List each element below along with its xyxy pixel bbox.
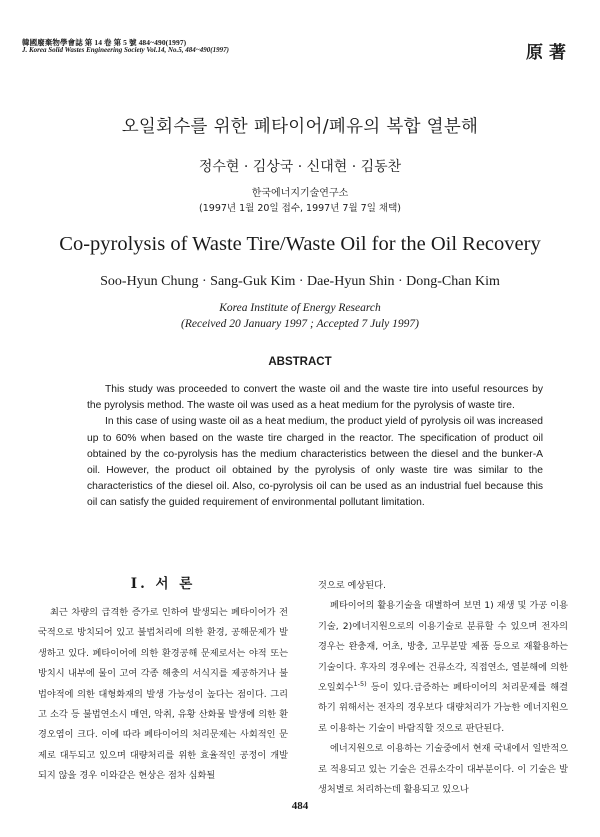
journal-header-english: J. Korea Solid Wastes Engineering Society Vol.14, No.5, 484~490(1997) <box>22 46 229 54</box>
body-text: 폐타이어의 활용기술을 대별하여 보면 1) 재생 및 가공 이용기술, 2)에너지원으로의 이용기술로 분류할 수 있으며 전자의 경우는 완충재, 어초, 방충, 고무분말 제품 등으로 재활용하는 기술이다. 후자의 경우에는 건류소각, 직접연소, 열분해에 의한 오일회수 <box>318 600 568 694</box>
citation-reference: 1-5) <box>353 679 367 688</box>
abstract-paragraph: In this case of using waste oil as a heat medium, the product yield of pyrolysis oil was increased up to 60% when based on the waste tire charged in the reactor. The specification of product oil obtained by the co-pyrolysis has the medium characteristics between the diesel and the bunker-A oil. However, the product oil obtained by the pyrolysis of only waste tire was similar to the characteristics of the diesel oil. Also, co-pyrolysis oil can be used as an industrial fuel because this oil can satisfy the guided requirement of environmental pollutant limitation. <box>87 416 543 509</box>
journal-header-korean: 韓國廢棄物學會誌 第 14 卷 第 5 號 484~490(1997) <box>22 38 187 47</box>
received-korean: (1997년 1월 20일 접수, 1997년 7월 7일 채택) <box>199 203 401 214</box>
body-column-left <box>38 603 288 787</box>
institute-english: Korea Institute of Energy Research <box>219 302 381 314</box>
title-korean: 오일회수를 위한 폐타이어/폐유의 복합 열분해 <box>121 117 479 137</box>
body-paragraph: 최근 차량의 급격한 증가로 인하여 발생되는 폐타이어가 전국적으로 방치되어 있고 불법처리에 의한 환경, 공해문제가 발생하고 있다. 폐타이어에 의한 환경공해 문제로서는 야적 또는 방치시 내부에 물이 고여 각종 해충의 서식지를 제공하거나 불법야적에 의한 대형화재의 발생 가능성이 높다는 점이다. 그리고 소각 등 불법연소시 매연, 악취, 유황 산화물 발생에 의한 환경오염이 크다. 이에 따라 폐타이어의 처리문제는 사회적인 문제로 대두되고 있으며 대량처리를 위한 효율적인 공정이 개발되지 않을 경우 이와같은 현상은 점차 심화될 <box>38 607 288 782</box>
institute-korean: 한국에너지기술연구소 <box>251 188 349 199</box>
article-type-badge: 原著 <box>526 43 572 63</box>
body-column-right <box>318 576 568 800</box>
title-english: Co-pyrolysis of Waste Tire/Waste Oil for the Oil Recovery <box>59 233 541 255</box>
section-heading-introduction: Ⅰ. 서 론 <box>130 576 196 592</box>
abstract-body <box>87 382 543 512</box>
body-paragraph-continued: 것으로 예상된다. <box>318 580 386 591</box>
abstract-heading: ABSTRACT <box>268 356 332 368</box>
authors-english: Soo-Hyun Chung · Sang-Guk Kim · Dae-Hyun Shin · Dong-Chan Kim <box>100 274 500 289</box>
body-paragraph: 에너지원으로 이용하는 기술중에서 현재 국내에서 일반적으로 적용되고 있는 기술은 건류소각이 대부분이다. 이 기술은 발생처별로 처리하는데 활용되고 있으나 <box>318 743 568 796</box>
received-english: (Received 20 January 1997 ; Accepted 7 July 1997) <box>181 318 419 330</box>
page-number: 484 <box>291 800 309 812</box>
abstract-paragraph: This study was proceeded to convert the waste oil and the waste tire into useful resources by the pyrolysis method. The waste oil was used as a heat medium for the pyrolysis of waste tire. <box>87 384 543 412</box>
authors-korean: 정수현 · 김상국 · 신대현 · 김동찬 <box>198 159 402 175</box>
body-paragraph <box>318 596 568 739</box>
body-text: 등이 있다.급증하는 폐타이어의 처리문제를 해결하기 위해서는 전자의 경우보다 대량처리가 가능한 에너지원으로 이용하는 기술이 바람직할 것으로 판단된다. <box>318 682 568 734</box>
